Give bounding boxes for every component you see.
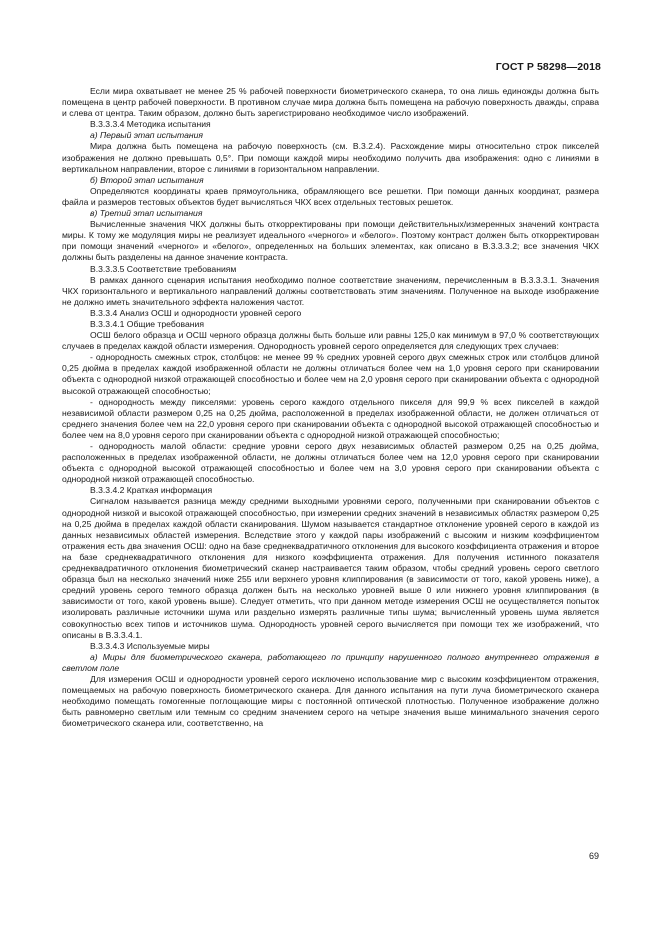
- page-number: 69: [588, 851, 599, 861]
- paragraph: - однородность между пикселями: уровень серого каждого отдельного пикселя для 99,9 % всех пикселей в каждой независимой области размером 0,25 на 0,25 дюйма, расположенной в пределах изображенной области, не должен отличаться от среднего значения более чем на 22,0 уровня серого при сканировании объекта с однородной высокой отражающей способностью и более чем на 8,0 уровня серого при сканировании объекта с однородной низкой отражающей способностью;: [62, 396, 599, 440]
- paragraph: Мира должна быть помещена на рабочую поверхность (см. В.3.2.4). Расхождение миры относительно строк пикселей изображения не должно превышать 0,5°. При помощи каждой миры необходимо получить два изображения: одно с линиями в вертикальном направлении, второе с линиями в горизонтальном направлении.: [62, 141, 599, 174]
- paragraph: - однородность смежных строк, столбцов: не менее 99 % средних уровней серого двух смежных строк или столбцов длиной 0,25 дюйма в пределах каждой изображенной области не должны отличаться более чем на 1,0 уровня серого при сканировании объекта с однородной низкой отражающей способностью и более чем на 2,0 уровня серого при сканировании объекта с однородной высокой отражающей способностью;: [62, 352, 599, 396]
- paragraph: б) Второй этап испытания: [90, 174, 204, 185]
- paragraph: В.3.3.3.5 Соответствие требованиям: [90, 263, 237, 274]
- paragraph: Определяются координаты краев прямоугольника, обрамляющего все решетки. При помощи данных координат, размера файла и размеров тестовых объектов будет вычисляться ЧКХ всех отдельных тестовых решеток.: [62, 185, 599, 207]
- paragraph: в) Третий этап испытания: [90, 208, 203, 219]
- document-body: [62, 86, 599, 729]
- paragraph: В.3.3.4.3 Используемые миры: [90, 640, 210, 651]
- paragraph: В рамках данного сценария испытания необходимо полное соответствие значениям, перечисленным в В.3.3.3.1. Значения ЧКХ горизонтального и вертикального направлений должны соответствовать этим значениям. Полученное на выходе изображение не должно иметь значительного эффекта наложения частот.: [62, 274, 599, 307]
- paragraph: В.3.3.3.4 Методика испытания: [90, 119, 211, 130]
- standard-header: ГОСТ Р 58298—2018: [495, 61, 601, 73]
- paragraph: В.3.3.4.1 Общие требования: [90, 318, 204, 329]
- paragraph: В.3.3.4.2 Краткая информация: [90, 485, 213, 496]
- paragraph: а) Миры для биометрического сканера, работающего по принципу нарушенного полного внутреннего отражения в светлом поле: [62, 651, 599, 673]
- paragraph: В.3.3.4 Анализ ОСШ и однородности уровней серого: [90, 307, 302, 318]
- paragraph: а) Первый этап испытания: [90, 130, 203, 141]
- paragraph: Если мира охватывает не менее 25 % рабочей поверхности биометрического сканера, то она лишь единожды должна быть помещена в центр рабочей поверхности. В противном случае мира должна быть помещена на рабочую поверхность дважды, справа и слева от центра. Таким образом, должно быть зарегистрировано необходимое число изображений.: [62, 86, 599, 119]
- paragraph: Сигналом называется разница между средними выходными уровнями серого, полученными при сканировании объектов с однородной низкой и высокой отражающей способностью, при измерении средних значений в независимых областях размером 0,25 на 0,25 дюйма в пределах каждой области сканирования. Шумом называется стандартное отклонение уровней серого в каждой из данных независимых областей измерения. Вследствие этого у каждой пары изображений с высоким и низким коэффициентом отражения есть два значения ОСШ: одно на базе среднеквадратичного отклонения для высокого коэффициента отражения и второе на базе среднеквадратичного отклонения для низкого коэффициента отражения. Для получения истинного показателя среднеквадратичного отклонения биометрический сканер настраивается таким образом, чтобы средний уровень серого светлого образца был на несколько значений ниже 255 или верхнего уровня клиппирования (в зависимости от того, какой уровень ниже), а средний уровень серого темного образца должен быть на несколько уровней выше 0 или нижнего уровня клиппирования (в зависимости от того, какой уровень выше). Следует отметить, что при данном методе измерения ОСШ не осуществляется попыток изолировать различные источники шума или раздельно измерять различные типы шума; вычисленный уровень шума является совокупностью всех типов и источников шума. Однородность уровней серого вычисляется при помощи тех же изображений, что описаны в В.3.3.4.1.: [62, 496, 599, 640]
- paragraph: Вычисленные значения ЧКХ должны быть откорректированы при помощи действительных/измеренных значений контраста миры. К тому же модуляция миры не реализует идеального «черного» и «белого». Поэтому контраст должен быть откорректирован при помощи значений «черного» и «белого», определенных на больших элементах, как описано в В.3.3.3.2; все значения ЧКХ должны быть разделены на данное значение контраста.: [62, 219, 599, 263]
- paragraph: Для измерения ОСШ и однородности уровней серого исключено использование мир с высоким коэффициентом отражения, помещаемых на рабочую поверхность биометрического сканера. Для данного испытания на пути луча биометрического сканера необходимо помещать гомогенные поглощающие миры с постоянной оптической плотностью. Полученное изображение должно быть равномерно светлым или темным со средним значением серого на четыре значения выше минимального значения серого биометрического сканера или, соответственно, на: [62, 673, 599, 729]
- paragraph: ОСШ белого образца и ОСШ черного образца должны быть больше или равны 125,0 как минимум в 97,0 % соответствующих случаев в пределах каждой области измерения. Однородность уровней серого определяется для следующих трех случаев:: [62, 330, 599, 352]
- paragraph: - однородность малой области: средние уровни серого двух независимых областей размером 0,25 на 0,25 дюйма, расположенных в пределах изображенной области, не должны отличаться более чем на 12,0 уровня серого при сканировании объекта с однородной высокой отражающей способностью и более чем на 3,0 уровня серого при сканировании объекта с однородной низкой отражающей способностью.: [62, 441, 599, 485]
